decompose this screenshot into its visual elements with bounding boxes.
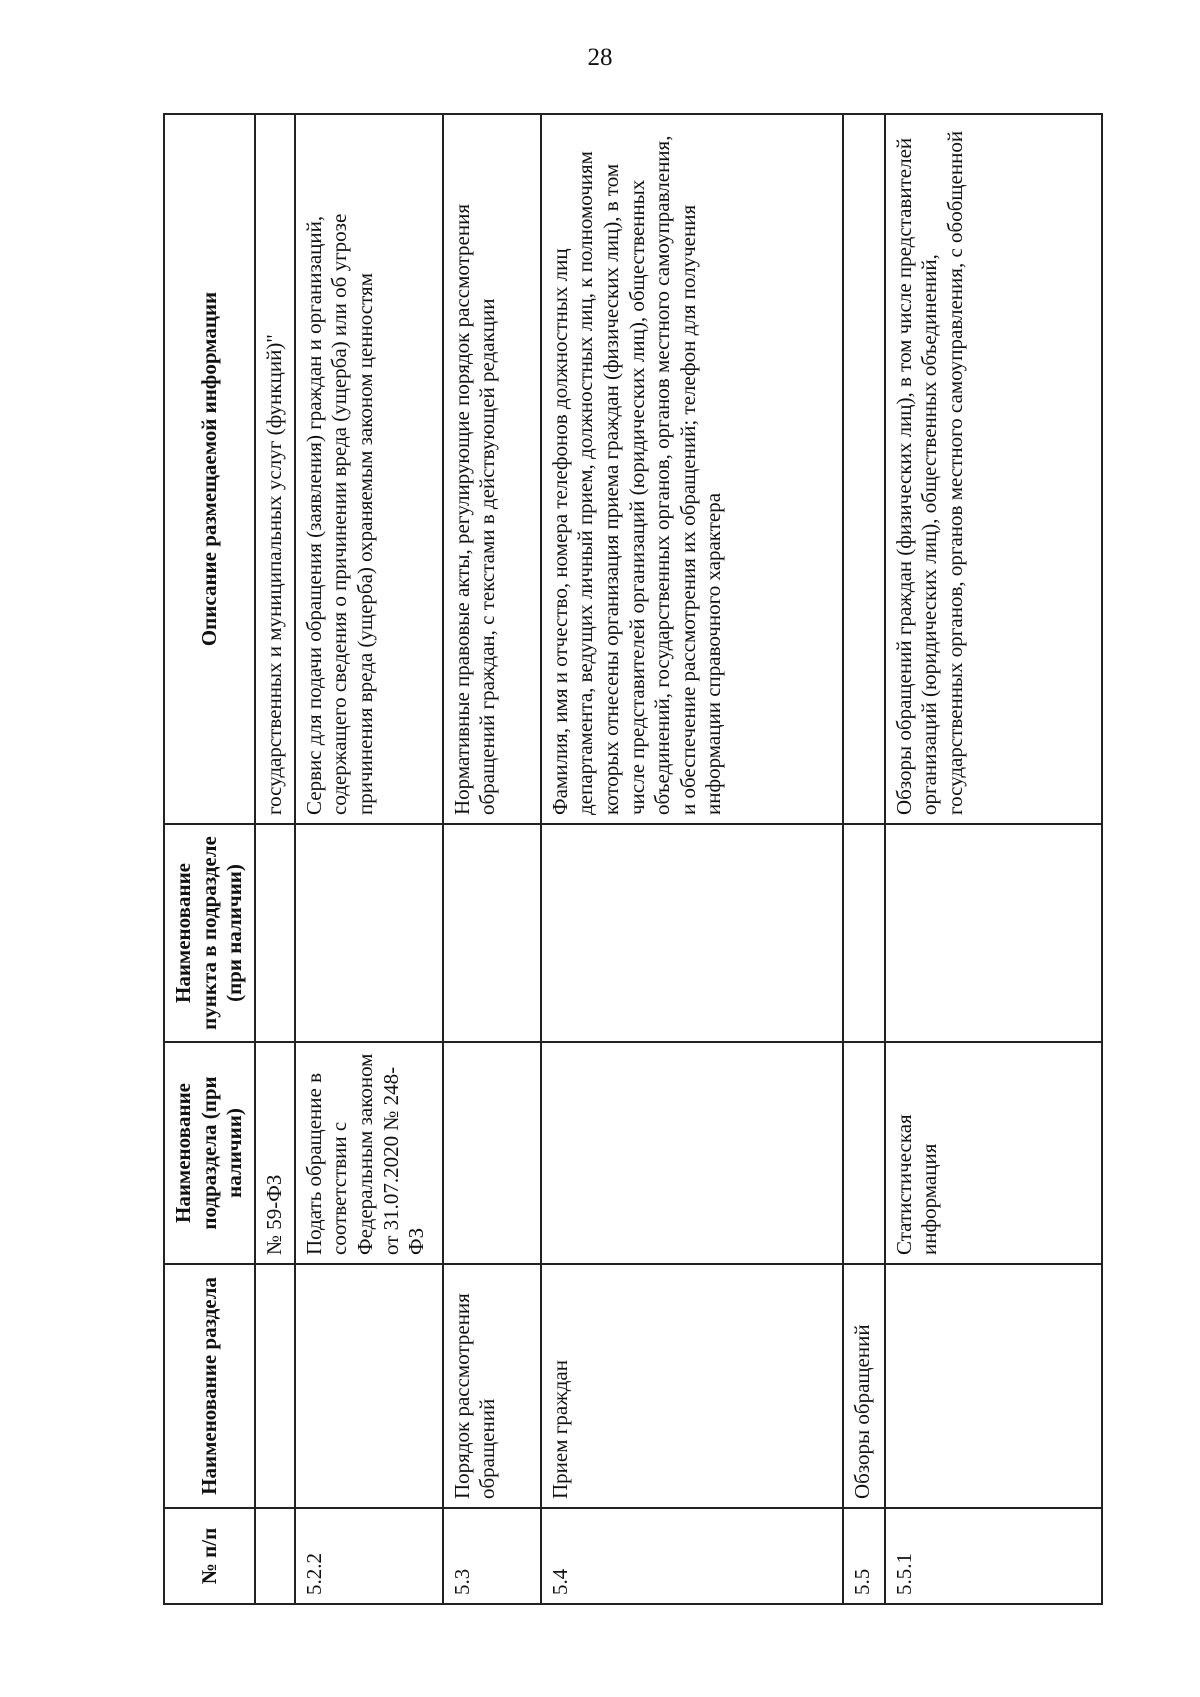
table-row — [255, 114, 295, 1604]
row-item — [295, 824, 443, 1042]
table-row — [295, 114, 443, 1604]
row-num: 5.4 — [541, 1508, 843, 1604]
row-item — [843, 824, 885, 1042]
row-num — [255, 1508, 295, 1604]
row-description — [843, 114, 885, 824]
header-num: № п/п — [164, 1508, 255, 1604]
table-row — [443, 114, 541, 1604]
row-section — [295, 1264, 443, 1508]
row-description: Сервис для подачи обращения (заявления) граждан и организаций, содержащего сведения о причинении вреда (ущерба) или об угрозе причинения вреда (ущерба) охраняемым законом ценностям — [295, 114, 443, 824]
row-item — [443, 824, 541, 1042]
row-section: Прием граждан — [541, 1264, 843, 1508]
rotated-table-container — [163, 115, 1103, 1605]
header-description: Описание размещаемой информации — [164, 114, 255, 824]
row-subsection — [541, 1042, 843, 1264]
row-num: 5.5 — [843, 1508, 885, 1604]
table-header-row — [164, 114, 255, 1604]
header-item: Наименование пункта в подразделе (при наличии) — [164, 824, 255, 1042]
row-section: Обзоры обращений — [843, 1264, 885, 1508]
table-row — [541, 114, 843, 1604]
row-section — [885, 1264, 1102, 1508]
row-description: Обзоры обращений граждан (физических лиц), в том числе представителей организаций (юридических лиц), общественных объединений, государственных органов, органов местного самоуправления, с обобщенной — [885, 114, 1102, 824]
row-item — [255, 824, 295, 1042]
table-row — [843, 114, 885, 1604]
header-section: Наименование раздела — [164, 1264, 255, 1508]
header-subsection: Наименование подраздела (при наличии) — [164, 1042, 255, 1264]
row-section — [255, 1264, 295, 1508]
page-number: 28 — [587, 44, 613, 71]
information-table — [163, 113, 1103, 1605]
row-subsection: Подать обращение в соответствии с Федеральным законом от 31.07.2020 № 248-ФЗ — [295, 1042, 443, 1264]
row-description: Фамилия, имя и отчество, номера телефонов должностных лиц департамента, ведущих личный прием, должностных лиц, к полномочиям которых отнесены организация приема граждан (физических лиц), в том числе представителей организаций (юридических лиц), общественных объединений, государственных органов, органов местного самоуправления, и обеспечение рассмотрения их обращений; телефон для получения информации справочного характера — [541, 114, 843, 824]
row-description: государственных и муниципальных услуг (функций)" — [255, 114, 295, 824]
row-item — [541, 824, 843, 1042]
row-subsection — [443, 1042, 541, 1264]
row-subsection — [843, 1042, 885, 1264]
row-subsection: Статистическая информация — [885, 1042, 1102, 1264]
row-num: 5.2.2 — [295, 1508, 443, 1604]
row-subsection: № 59-ФЗ — [255, 1042, 295, 1264]
row-num: 5.5.1 — [885, 1508, 1102, 1604]
row-item — [885, 824, 1102, 1042]
table-row — [885, 114, 1102, 1604]
row-section: Порядок рассмотрения обращений — [443, 1264, 541, 1508]
row-description: Нормативные правовые акты, регулирующие порядок рассмотрения обращений граждан, с текстами в действующей редакции — [443, 114, 541, 824]
row-num: 5.3 — [443, 1508, 541, 1604]
